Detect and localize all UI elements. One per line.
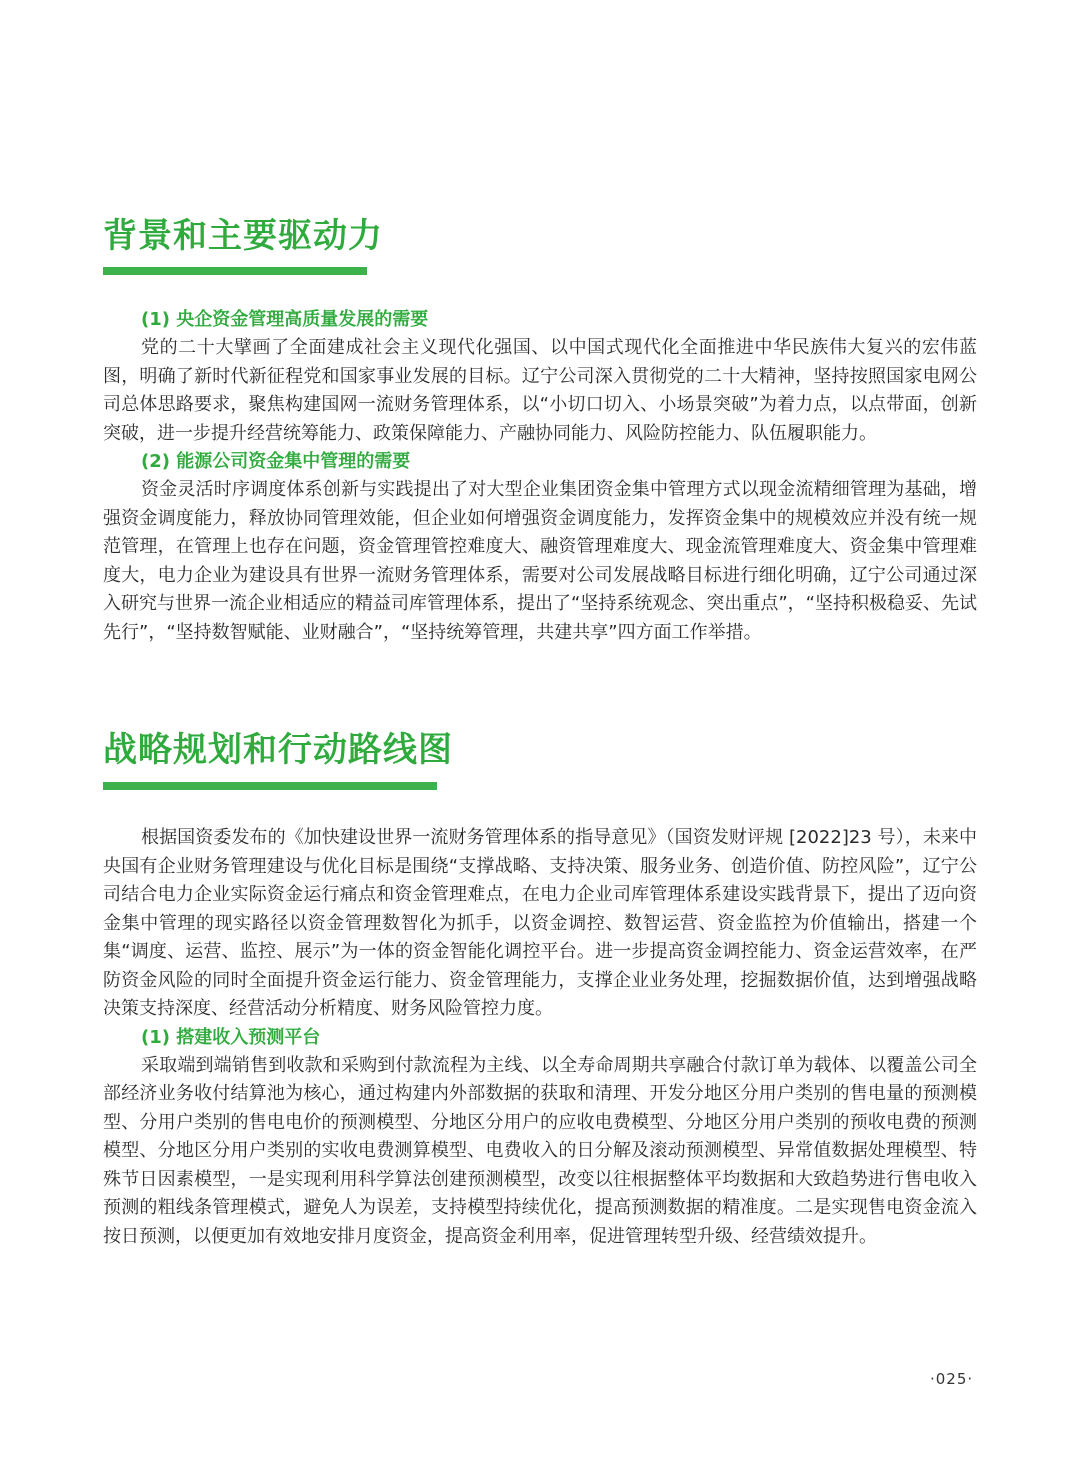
page-number: ·025· xyxy=(930,1370,974,1388)
subheading-energy-company-funds: (2) 能源公司资金集中管理的需要 xyxy=(141,451,411,472)
section-background-content xyxy=(103,306,977,647)
subheading-revenue-forecast-platform: (1) 搭建收入预测平台 xyxy=(141,1026,321,1048)
section-title-underline xyxy=(103,267,367,275)
paragraph-energy-company-funds: 资金灵活时序调度体系创新与实践提出了对大型企业集团资金集中管理方式以现金流精细管理为基础，增强资金调度能力，释放协同管理效能，但企业如何增强资金调度能力，发挥资金集中的规模效应并没有统一规范管理，在管理上也存在问题，资金管理管控难度大、融资管理难度大、现金流管理难度大、资金集中管理难度大，电力企业为建设具有世界一流财务管理体系，需要对公司发展战略目标进行细化明确，辽宁公司通过深入研究与世界一流企业相适应的精益司库管理体系，提出了“坚持系统观念、突出重点”，“坚持积极稳妥、先试先行”，“坚持数智赋能、业财融合”，“坚持统筹管理，共建共享”四方面工作举措。 xyxy=(103,479,977,643)
section-strategy-content xyxy=(103,824,977,1251)
section-title-strategy-roadmap: 战略规划和行动路线图 xyxy=(103,730,453,770)
paragraph-central-enterprise-funds: 党的二十大擘画了全面建成社会主义现代化强国、以中国式现代化全面推进中华民族伟大复兴的宏伟蓝图，明确了新时代新征程党和国家事业发展的目标。辽宁公司深入贯彻党的二十大精神，坚持按照国家电网公司总体思路要求，聚焦构建国网一流财务管理体系，以“小切口切入、小场景突破”为着力点，以点带面，创新突破，进一步提升经营统筹能力、政策保障能力、产融协同能力、风险防控能力、队伍履职能力。 xyxy=(103,337,977,444)
paragraph-strategy-intro: 根据国资委发布的《加快建设世界一流财务管理体系的指导意见》（国资发财评规 [2022]23 号），未来中央国有企业财务管理建设与优化目标是围绕“支撑战略、支持决策、服务业务、创造价值、防控风险”，辽宁公司结合电力企业实际资金运行痛点和资金管理难点，在电力企业司库管理体系建设实践背景下，提出了迈向资金集中管理的现实路径以资金管理数智化为抓手，以资金调控、数智运营、资金监控为价值输出，搭建一个集“调度、运营、监控、展示”为一体的资金智能化调控平台。进一步提高资金调控能力、资金运营效率，在严防资金风险的同时全面提升资金运行能力、资金管理能力，支撑企业业务处理，挖掘数据价值，达到增强战略决策支持深度、经营活动分析精度、财务风险管控力度。 xyxy=(103,827,977,1019)
subheading-central-enterprise-funds: (1) 央企资金管理高质量发展的需要 xyxy=(141,309,429,330)
paragraph-revenue-forecast-platform: 采取端到端销售到收款和采购到付款流程为主线、以全寿命周期共享融合付款订单为载体、以覆盖公司全部经济业务收付结算池为核心，通过构建内外部数据的获取和清理、开发分地区分用户类别的售电量的预测模型、分用户类别的售电电价的预测模型、分地区分用户的应收电费模型、分地区分用户类别的预收电费的预测模型、分地区分用户类别的实收电费测算模型、电费收入的日分解及滚动预测模型、异常值数据处理模型、特殊节日因素模型，一是实现利用科学算法创建预测模型，改变以往根据整体平均数据和大致趋势进行售电收入预测的粗线条管理模式，避免人为误差，支持模型持续优化，提高预测数据的精准度。二是实现售电资金流入按日预测，以便更加有效地安排月度资金，提高资金利用率，促进管理转型升级、经营绩效提升。 xyxy=(103,1054,977,1247)
section-title-background: 背景和主要驱动力 xyxy=(103,216,383,256)
section-title-underline xyxy=(103,782,437,790)
